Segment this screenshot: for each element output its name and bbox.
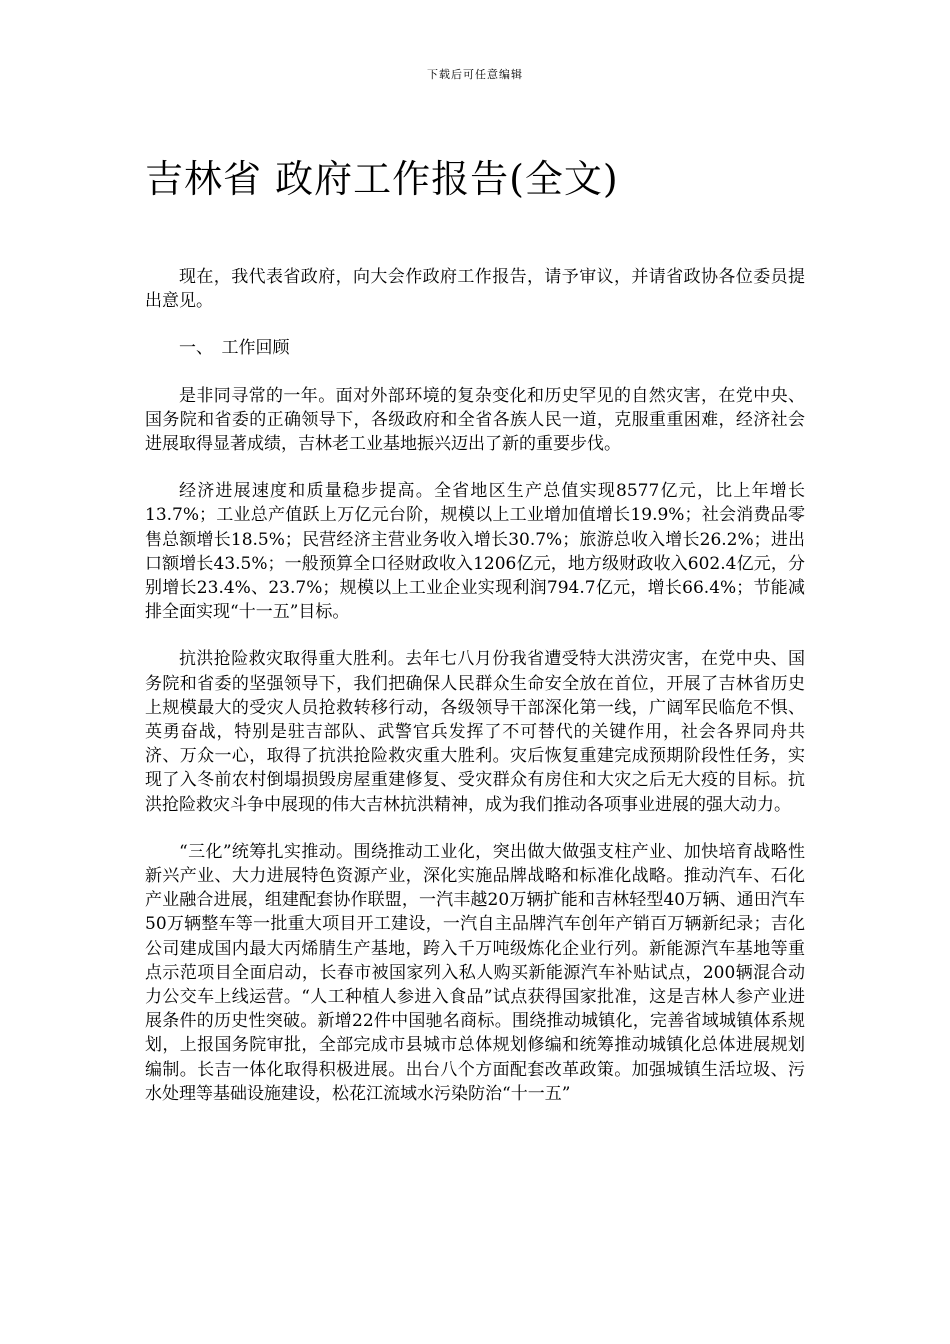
paragraph-intro: 现在，我代表省政府，向大会作政府工作报告，请予审议，并请省政协各位委员提出意见。 (145, 267, 805, 312)
paragraph-overview: 是非同寻常的一年。面对外部环境的复杂变化和历史罕见的自然灾害，在党中央、国务院和省委的正确领导下，各级政府和全省各族人民一道，克服重重困难，经济社会进展取得显著成绩，吉林老工业基地振兴迈出了新的重要步伐。 (145, 385, 805, 455)
document-body (145, 265, 805, 1129)
document-title: 吉林省 政府工作报告(全文) (145, 157, 619, 201)
paragraph-economy: 经济进展速度和质量稳步提高。全省地区生产总值实现8577亿元，比上年增长13.7%；工业总产值跃上万亿元台阶，规模以上工业增加值增长19.9%；社会消费品零售总额增长18.5%；民营经济主营业务收入增长30.7%；旅游总收入增长26.2%；进出口额增长43.5%；一般预算全口径财政收入1206亿元，地方级财政收入602.4亿元，分别增长23.4%、23.7%；规模以上工业企业实现利润794.7亿元，增长66.4%；节能减排全面实现“十一五”目标。 (145, 481, 805, 623)
header-note: 下载后可任意编辑 (427, 68, 523, 81)
paragraph-three-modernizations: “三化”统筹扎实推动。围绕推动工业化，突出做大做强支柱产业、加快培育战略性新兴产业、大力进展特色资源产业，深化实施品牌战略和标准化战略。推动汽车、石化产业融合进展，组建配套协作联盟，一汽丰越20万辆扩能和吉林轻型40万辆、通田汽车50万辆整车等一批重大项目开工建设，一汽自主品牌汽车创年产销百万辆新纪录；吉化公司建成国内最大丙烯腈生产基地，跨入千万吨级炼化企业行列。新能源汽车基地等重点示范项目全面启动，长春市被国家列入私人购买新能源汽车补贴试点，200辆混合动力公交车上线运营。“人工种植人参进入食品”试点获得国家批准，这是吉林人参产业进展条件的历史性突破。新增22件中国驰名商标。围绕推动城镇化，完善省域城镇体系规划，上报国务院审批，全部完成市县城市总体规划修编和统筹推动城镇化总体进展规划编制。长吉一体化取得积极进展。出台八个方面配套改革政策。加强城镇生活垃圾、污水处理等基础设施建设，松花江流域水污染防治“十一五” (145, 841, 805, 1104)
section-heading: 一、 工作回顾 (179, 338, 290, 359)
paragraph-flood-relief: 抗洪抢险救灾取得重大胜利。去年七八月份我省遭受特大洪涝灾害，在党中央、国务院和省委的坚强领导下，我们把确保人民群众生命安全放在首位，开展了吉林省历史上规模最大的受灾人员抢救转移行动，各级领导干部深化第一线，广阔军民临危不惧、英勇奋战，特别是驻吉部队、武警官兵发挥了不可替代的关键作用，社会各界同舟共济、万众一心，取得了抗洪抢险救灾重大胜利。灾后恢复重建完成预期阶段性任务，实现了入冬前农村倒塌损毁房屋重建修复、受灾群众有房住和大灾之后无大疫的目标。抗洪抢险救灾斗争中展现的伟大吉林抗洪精神，成为我们推动各项事业进展的强大动力。 (145, 649, 805, 815)
